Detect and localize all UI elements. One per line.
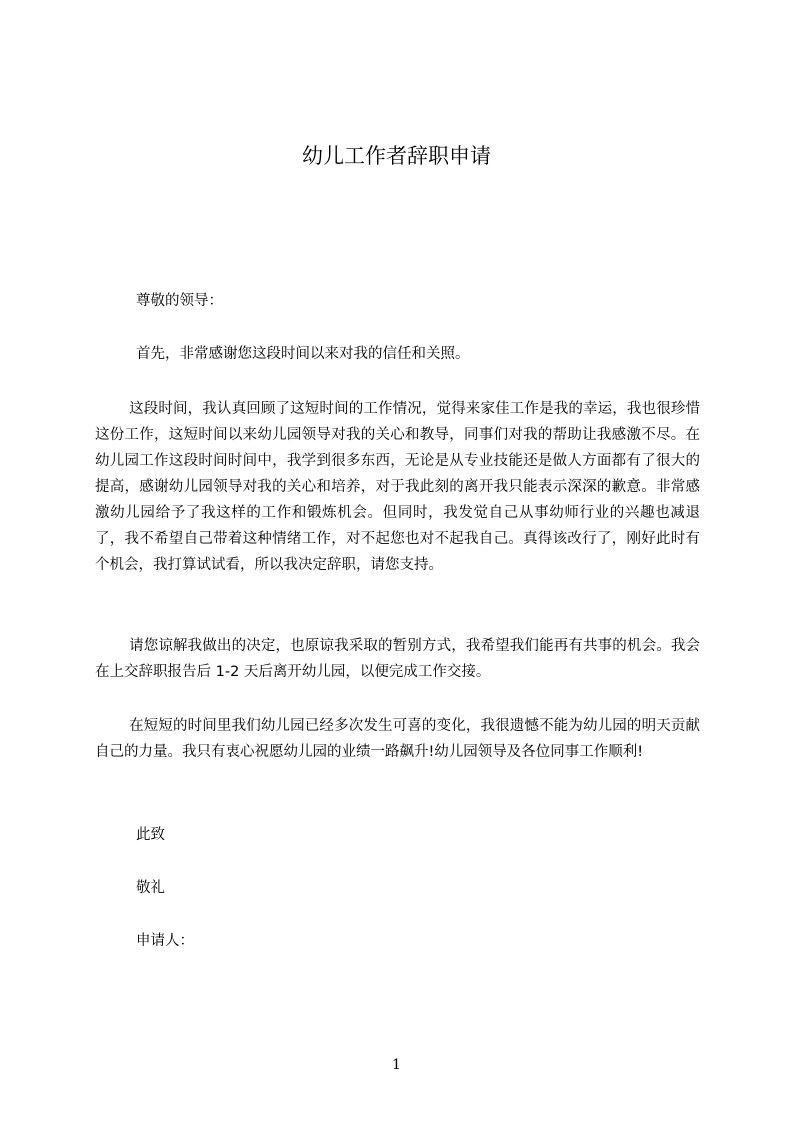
closing-greeting: 此致 — [136, 827, 165, 843]
closing-salute: 敬礼 — [136, 880, 165, 896]
applicant-label: 申请人： — [136, 933, 194, 949]
salutation: 尊敬的领导： — [136, 293, 223, 309]
paragraph-thanks: 首先，非常感谢您这段时间以来对我的信任和关照。 — [136, 346, 470, 362]
page-number: 1 — [392, 1057, 401, 1073]
paragraph-wishes: 在短短的时间里我们幼儿园已经多次发生可喜的变化，我很遗憾不能为幼儿园的明天贡献自己的力量。我只有衷心祝愿幼儿园的业绩一路飙升!幼儿园领导及各位同事工作顺利! — [95, 718, 700, 760]
paragraph-reflection: 这段时间，我认真回顾了这短时间的工作情况，觉得来家佳工作是我的幸运，我也很珍惜这份工作，这短时间以来幼儿园领导对我的关心和教导，同事们对我的帮助让我感激不尽。在幼儿园工作这段时间时间中，我学到很多东西，无论是从专业技能还是做人方面都有了很大的提高，感谢幼儿园领导对我的关心和培养，对于我此刻的离开我只能表示深深的歉意。非常感激幼儿园给予了我这样的工作和锻炼机会。但同时，我发觉自己从事幼师行业的兴趣也减退了，我不希望自己带着这种情绪工作，对不起您也对不起我自己。真得该改行了，刚好此时有个机会，我打算试试看，所以我决定辞职，请您支持。 — [95, 401, 700, 573]
document-title: 幼儿工作者辞职申请 — [302, 144, 491, 168]
paragraph-understanding: 请您谅解我做出的决定，也原谅我采取的暂别方式，我希望我们能再有共事的机会。我会在上交辞职报告后 1-2 天后离开幼儿园，以便完成工作交接。 — [95, 638, 700, 680]
